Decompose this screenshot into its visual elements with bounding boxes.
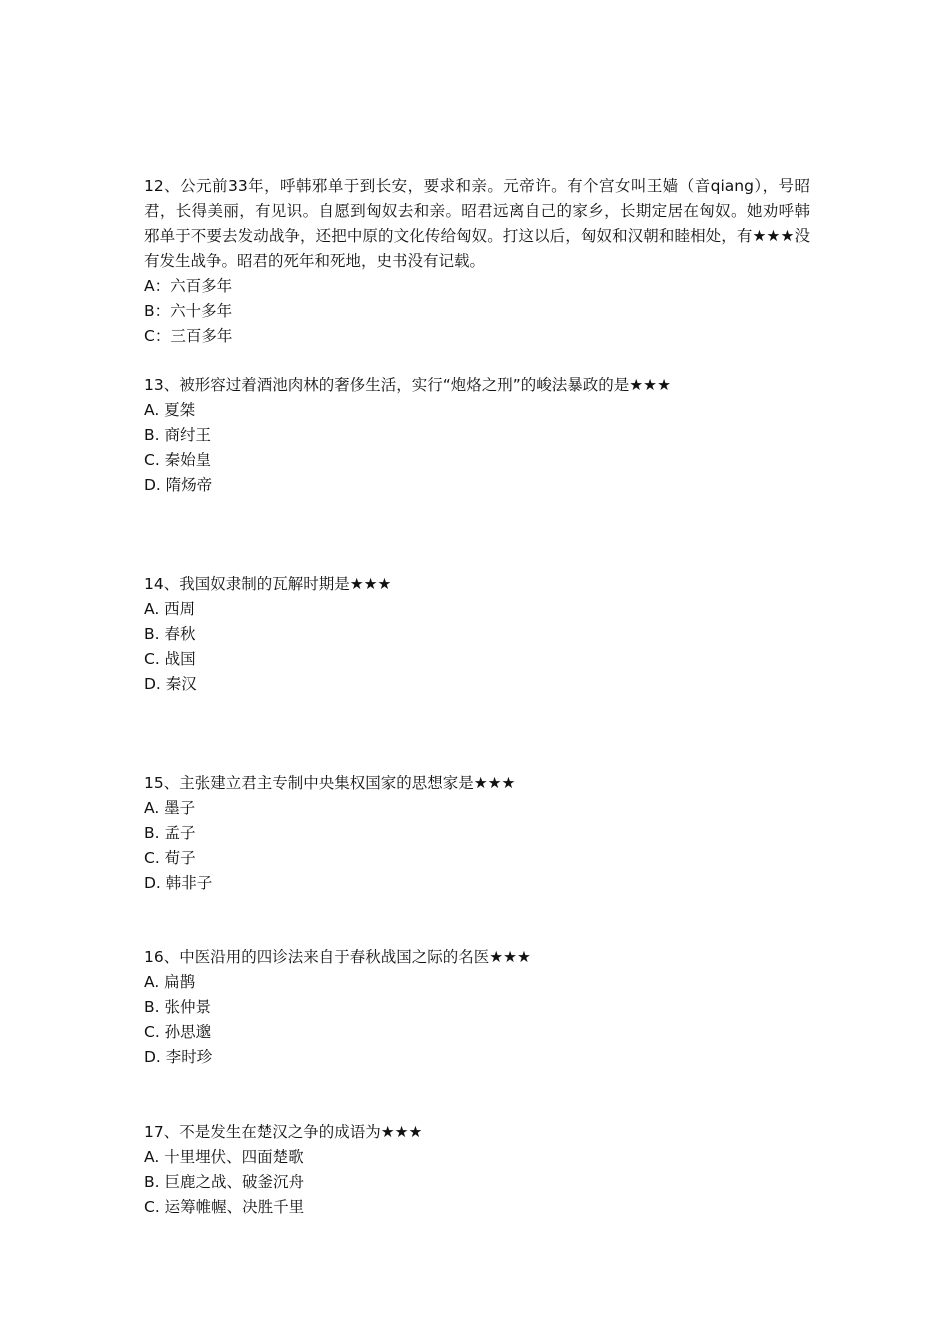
option-b: B：六十多年	[144, 302, 233, 320]
option-c: C：三百多年	[144, 327, 233, 345]
question-text: 17、不是发生在楚汉之争的成语为★★★	[144, 1123, 423, 1141]
question-13	[144, 373, 810, 498]
option-c: C. 运筹帷幄、决胜千里	[144, 1198, 305, 1216]
question-text: 14、我国奴隶制的瓦解时期是★★★	[144, 575, 392, 593]
option-c: C. 秦始皇	[144, 451, 212, 469]
option-d: D. 秦汉	[144, 675, 197, 693]
option-b: B. 巨鹿之战、破釜沉舟	[144, 1173, 304, 1191]
question-text: 15、主张建立君主专制中央集权国家的思想家是★★★	[144, 774, 516, 792]
option-a: A. 夏桀	[144, 401, 196, 419]
option-a: A. 十里埋伏、四面楚歌	[144, 1148, 304, 1166]
option-c: C. 孙思邈	[144, 1023, 212, 1041]
option-d: D. 隋炀帝	[144, 476, 213, 494]
option-b: B. 张仲景	[144, 998, 211, 1016]
question-text: 13、被形容过着酒池肉林的奢侈生活，实行“炮烙之刑”的峻法暴政的是★★★	[144, 376, 671, 394]
option-a: A. 墨子	[144, 799, 196, 817]
option-d: D. 韩非子	[144, 874, 213, 892]
option-b: B. 商纣王	[144, 426, 211, 444]
option-a: A. 扁鹊	[144, 973, 196, 991]
question-12	[144, 174, 810, 349]
question-15	[144, 771, 810, 896]
question-17	[144, 1120, 810, 1220]
option-d: D. 李时珍	[144, 1048, 213, 1066]
option-b: B. 春秋	[144, 625, 196, 643]
option-b: B. 孟子	[144, 824, 196, 842]
option-c: C. 战国	[144, 650, 196, 668]
option-c: C. 荀子	[144, 849, 196, 867]
question-text: 16、中医沿用的四诊法来自于春秋战国之际的名医★★★	[144, 948, 531, 966]
question-text: 12、公元前33年，呼韩邪单于到长安，要求和亲。元帝许。有个宫女叫王嫱（音qiang），号昭君，长得美丽，有见识。自愿到匈奴去和亲。昭君远离自己的家乡，长期定居在匈奴。她劝呼韩邪单于不要去发动战争，还把中原的文化传给匈奴。打这以后，匈奴和汉朝和睦相处，有★★★没有发生战争。昭君的死年和死地，史书没有记载。	[144, 177, 810, 270]
option-a: A. 西周	[144, 600, 196, 618]
option-a: A：六百多年	[144, 277, 233, 295]
question-14	[144, 572, 810, 697]
question-16	[144, 945, 810, 1070]
